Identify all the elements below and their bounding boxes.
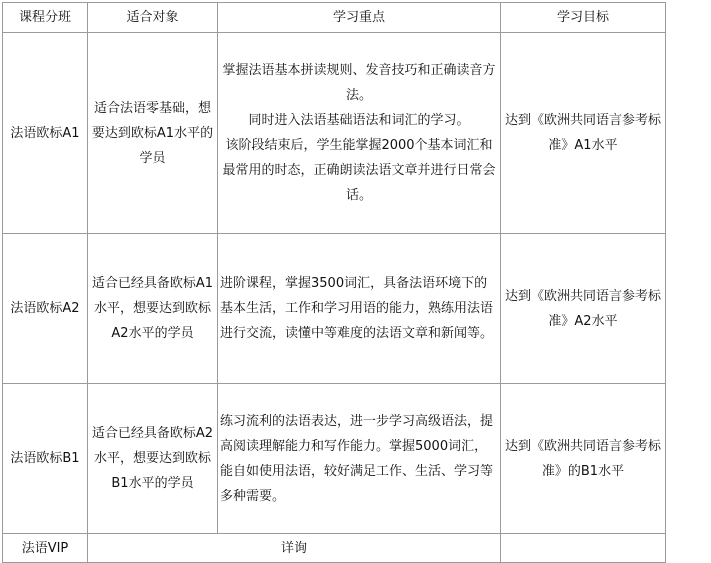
header-focus: 学习重点 <box>218 3 501 33</box>
goal-cell-empty <box>501 534 666 563</box>
table-row <box>3 534 666 563</box>
header-row <box>3 3 666 33</box>
audience-cell: 适合已经具备欧标A1水平，想要达到欧标A2水平的学员 <box>88 234 218 384</box>
goal-cell: 达到《欧洲共同语言参考标准》A2水平 <box>501 234 666 384</box>
class-cell: 法语欧标B1 <box>3 384 88 534</box>
header-audience: 适合对象 <box>88 3 218 33</box>
table-row <box>3 33 666 234</box>
table-row <box>3 384 666 534</box>
audience-cell: 适合法语零基础，想要达到欧标A1水平的学员 <box>88 33 218 234</box>
header-goal: 学习目标 <box>501 3 666 33</box>
goal-cell: 达到《欧洲共同语言参考标准》A1水平 <box>501 33 666 234</box>
focus-cell: 进阶课程，掌握3500词汇，具备法语环境下的基本生活，工作和学习用语的能力，熟练用法语进行交流，读懂中等难度的法语文章和新闻等。 <box>218 234 501 384</box>
focus-cell: 练习流利的法语表达，进一步学习高级语法，提高阅读理解能力和写作能力。掌握5000词汇，能自如使用法语，较好满足工作、生活、学习等多种需要。 <box>218 384 501 534</box>
goal-cell: 达到《欧洲共同语言参考标准》的B1水平 <box>501 384 666 534</box>
focus-cell: 掌握法语基本拼读规则、发音技巧和正确读音方法。 同时进入法语基础语法和词汇的学习。 该阶段结束后，学生能掌握2000个基本词汇和最常用的时态，正确朗读法语文章并进行日常会话。 <box>218 33 501 234</box>
class-cell: 法语VIP <box>3 534 88 563</box>
audience-cell: 适合已经具备欧标A2水平，想要达到欧标B1水平的学员 <box>88 384 218 534</box>
detail-cell: 详询 <box>88 534 501 563</box>
header-class: 课程分班 <box>3 3 88 33</box>
course-table <box>2 2 666 563</box>
table-row <box>3 234 666 384</box>
class-cell: 法语欧标A1 <box>3 33 88 234</box>
class-cell: 法语欧标A2 <box>3 234 88 384</box>
